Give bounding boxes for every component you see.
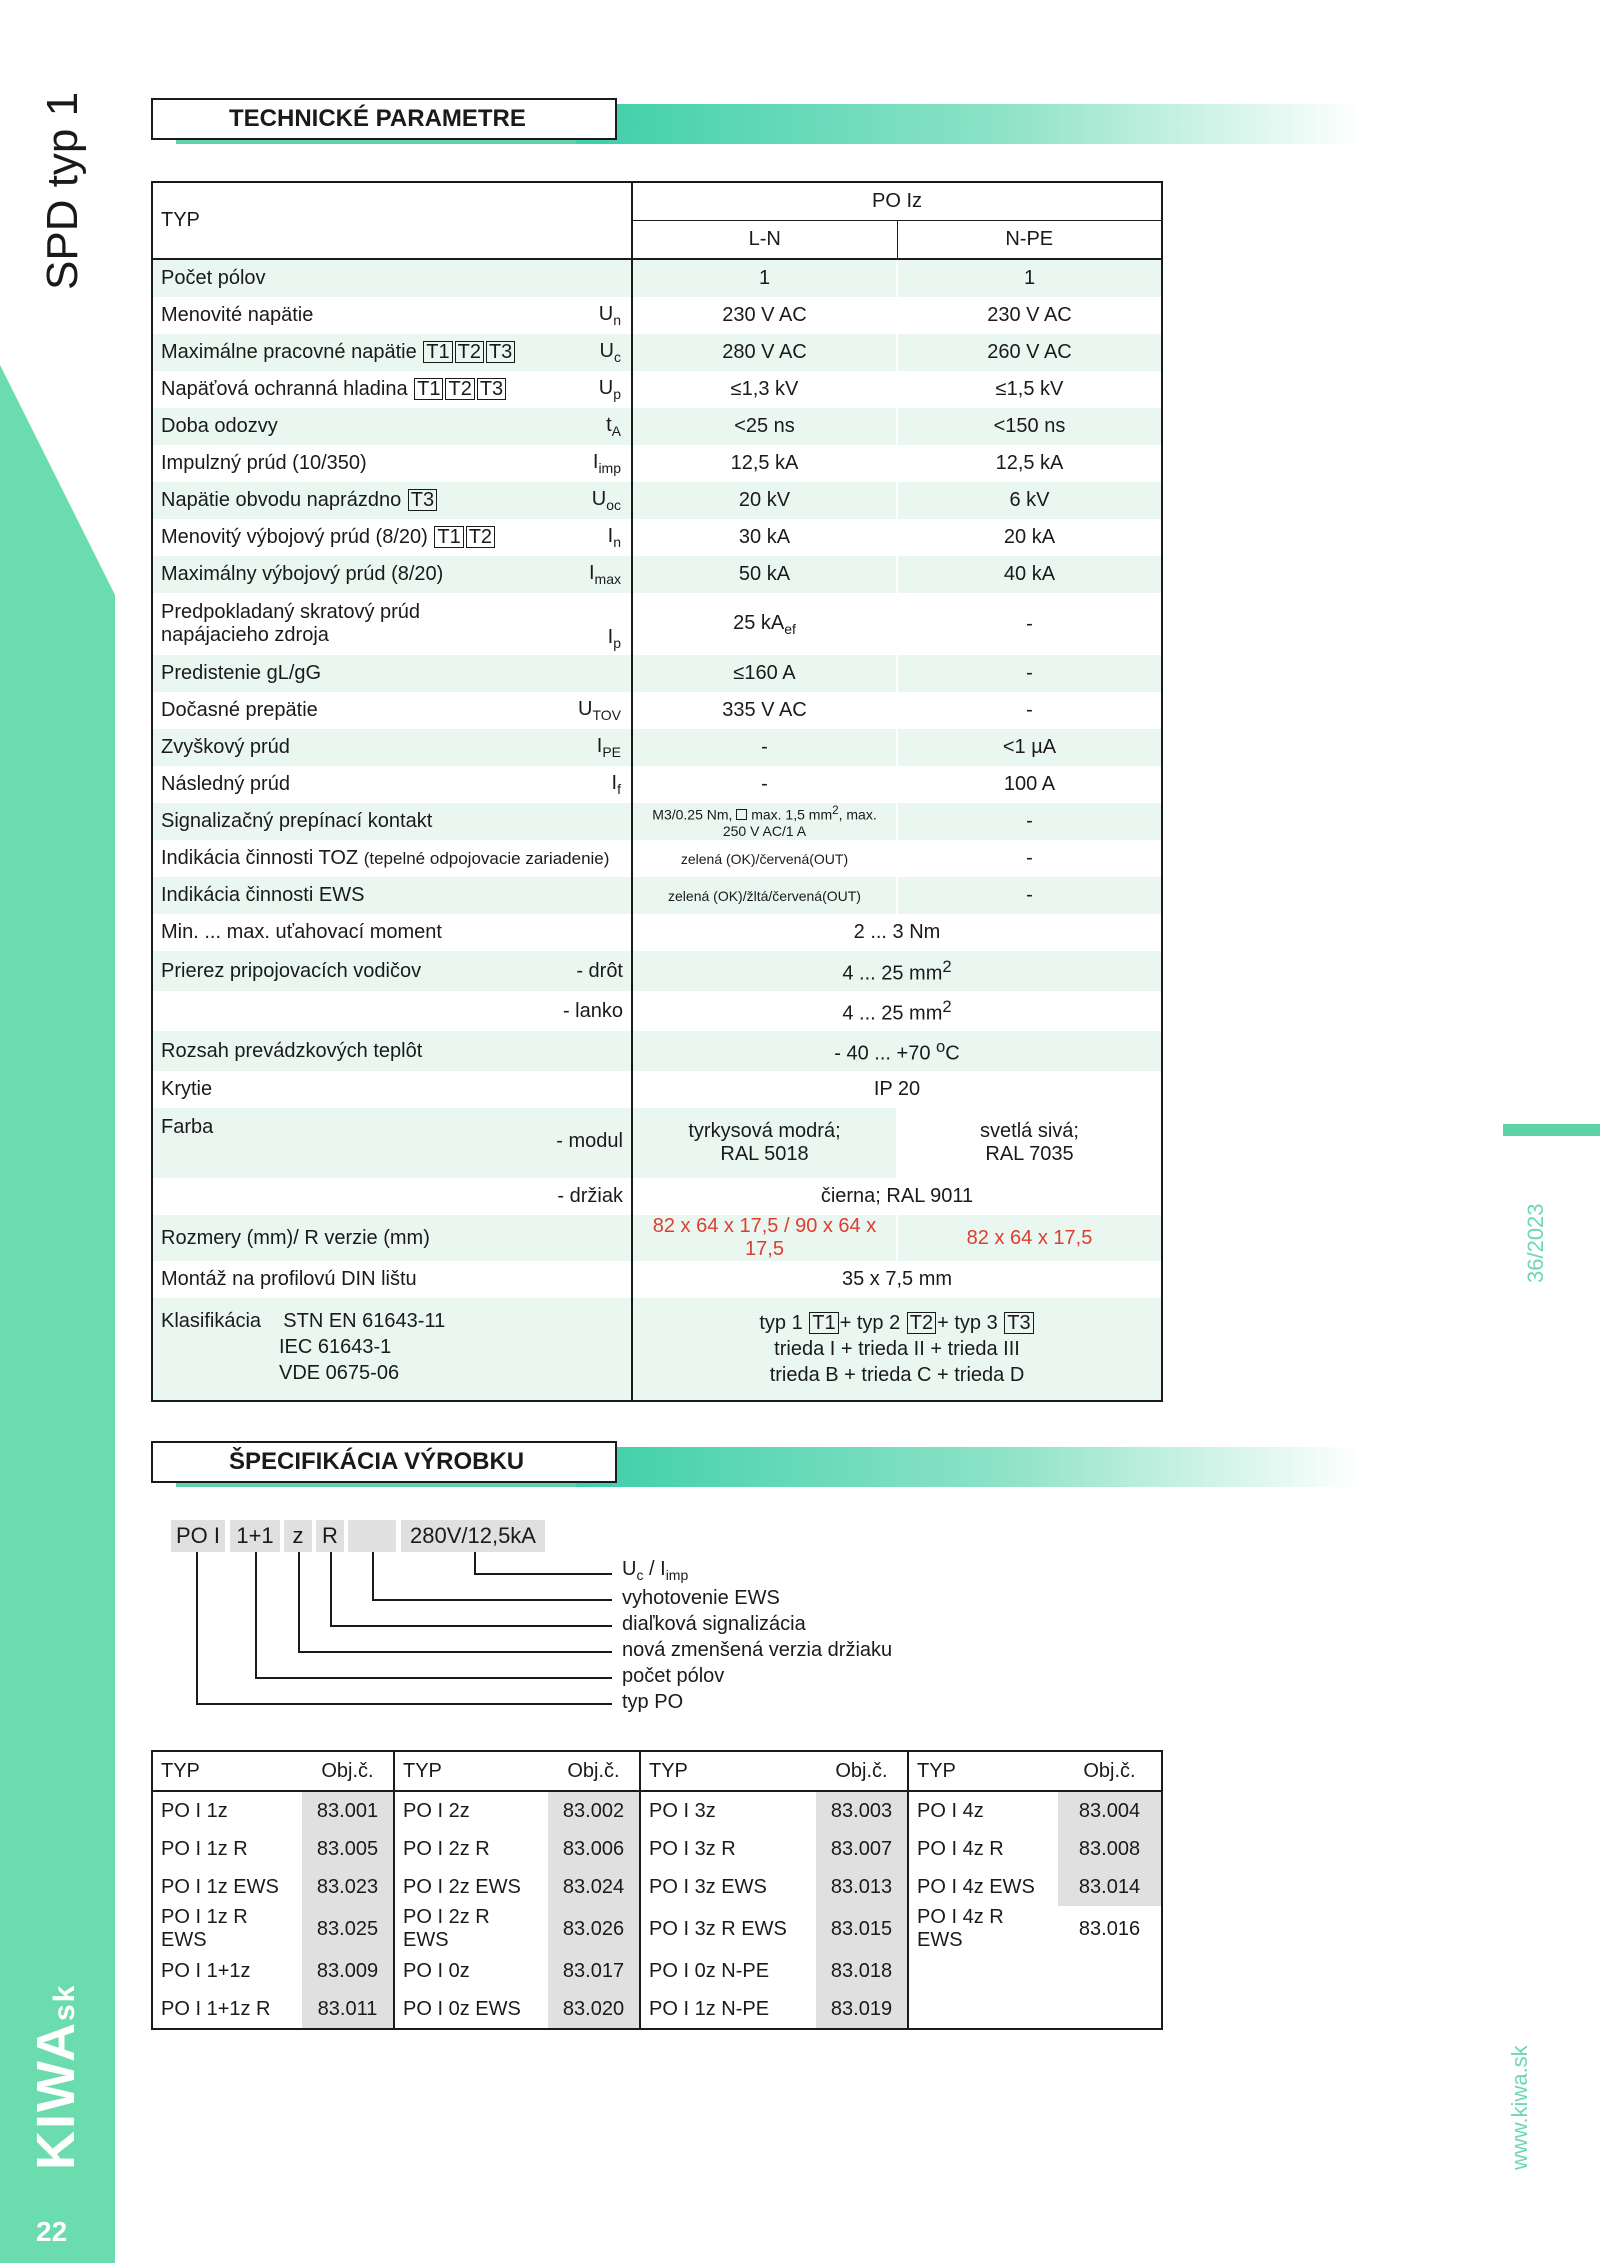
param-value-npe: 40 kA bbox=[897, 556, 1162, 593]
order-header-row bbox=[152, 1751, 1162, 1791]
connector-line bbox=[298, 1552, 300, 1652]
order-type: PO I 1+1z bbox=[161, 1959, 251, 1982]
param-label-cell bbox=[152, 297, 632, 334]
table-row bbox=[152, 297, 1162, 334]
header-npe: N-PE bbox=[897, 221, 1162, 260]
table-row bbox=[152, 334, 1162, 371]
param-value-npe: <150 ns bbox=[897, 408, 1162, 445]
param-label-cell bbox=[152, 655, 632, 692]
order-type: PO I 1z N-PE bbox=[640, 1990, 816, 2029]
connector-line bbox=[196, 1703, 612, 1705]
order-type: PO I 1z R bbox=[161, 1837, 248, 1860]
param-label-line2: napájacieho zdroja bbox=[161, 624, 329, 646]
table-row bbox=[152, 408, 1162, 445]
order-type: PO I 3z R EWS bbox=[640, 1906, 816, 1952]
param-symbol: $I_n$ bbox=[607, 525, 621, 550]
param-value-npe: 82 x 64 x 17,5 bbox=[897, 1215, 1162, 1261]
code-part-r: R bbox=[316, 1520, 344, 1552]
class-tag-badge: T1 bbox=[414, 378, 443, 400]
order-number: 83.004 bbox=[1058, 1791, 1162, 1830]
table-row bbox=[152, 1952, 1162, 1990]
code-part-ews bbox=[348, 1520, 396, 1552]
param-value-npe: 12,5 kA bbox=[897, 445, 1162, 482]
order-number: 83.013 bbox=[816, 1868, 908, 1906]
param-value-ln: <25 ns bbox=[632, 408, 897, 445]
class-tag-badge: T2 bbox=[466, 526, 495, 548]
param-symbol: $I_{imp}$ bbox=[592, 451, 621, 476]
table-row bbox=[152, 556, 1162, 593]
order-type: PO I 2z EWS bbox=[394, 1868, 548, 1906]
square-icon bbox=[736, 809, 747, 820]
table-row bbox=[152, 692, 1162, 729]
param-label: Doba odozvy bbox=[161, 415, 278, 437]
class-tag-badge: T2 bbox=[455, 341, 484, 363]
code-part-z: z bbox=[284, 1520, 312, 1552]
table-row-toz bbox=[152, 840, 1162, 877]
table-row bbox=[152, 729, 1162, 766]
order-type bbox=[908, 1990, 1058, 2029]
param-label: Počet pólov bbox=[161, 267, 266, 289]
connector-line bbox=[372, 1599, 612, 1601]
table-row bbox=[152, 482, 1162, 519]
header-obj: Obj.č. bbox=[816, 1751, 908, 1791]
class-tag-badge: T2 bbox=[445, 378, 474, 400]
param-value-npe: 6 kV bbox=[897, 482, 1162, 519]
order-type: PO I 1+1z R bbox=[161, 1997, 271, 2020]
param-label-cell bbox=[152, 371, 632, 408]
order-type: PO I 4z R EWS bbox=[908, 1906, 1058, 1952]
param-value-ln: ≤160 A bbox=[632, 655, 897, 692]
param-label: Rozmery (mm)/ R verzie (mm) bbox=[152, 1215, 632, 1261]
param-value: - 40 ... +70 $^o$C bbox=[632, 1031, 1162, 1071]
connector-line bbox=[474, 1552, 476, 1574]
table-header-row bbox=[152, 182, 1162, 221]
param-sublabel: - držiak bbox=[152, 1178, 632, 1215]
legend-remote-signal: diaľková signalizácia bbox=[622, 1613, 806, 1635]
param-label-cell: Prierez pripojovacích vodičov - drôt bbox=[152, 951, 632, 991]
order-number: 83.024 bbox=[548, 1868, 640, 1906]
logo-suffix: sk bbox=[48, 1983, 81, 2021]
param-symbol: $I_p$ bbox=[607, 625, 621, 651]
params-rows bbox=[152, 259, 1162, 593]
order-type: PO I 1z bbox=[161, 1799, 228, 1822]
param-label: Min. ... max. uťahovací moment bbox=[152, 914, 632, 951]
param-value: 4 ... 25 $mm^2$ bbox=[632, 951, 1162, 991]
section-gradient bbox=[571, 1447, 1361, 1487]
code-part-poles: 1+1 bbox=[230, 1520, 280, 1552]
param-label-cell bbox=[152, 445, 632, 482]
order-type: PO I 0z N-PE bbox=[640, 1952, 816, 1990]
param-value-ln: ≤1,3 kV bbox=[730, 378, 799, 400]
table-row-cross-strand bbox=[152, 991, 1162, 1031]
order-type: PO I 4z R bbox=[908, 1830, 1058, 1868]
table-row-dims bbox=[152, 1215, 1162, 1261]
legend-ews: vyhotovenie EWS bbox=[622, 1587, 780, 1609]
param-label-cell bbox=[152, 482, 632, 519]
param-label-cell bbox=[152, 766, 632, 803]
param-value: 35 x 7,5 mm bbox=[841, 1268, 953, 1290]
header-product: PO Iz bbox=[632, 182, 1162, 221]
order-number: 83.019 bbox=[816, 1990, 908, 2029]
param-label: Maximálne pracovné napätie bbox=[161, 341, 417, 363]
param-symbol: $I_f$ bbox=[611, 772, 621, 797]
connector-line bbox=[255, 1552, 257, 1678]
order-number: 83.002 bbox=[548, 1791, 640, 1830]
param-value-npe: svetlá sivá; RAL 7035 bbox=[897, 1108, 1162, 1178]
issue-date: 36/2023 bbox=[1523, 1203, 1548, 1283]
param-value-ln: 82 x 64 x 17,5 / 90 x 64 x 17,5 bbox=[632, 1215, 897, 1261]
param-sublabel: - lanko bbox=[152, 991, 632, 1031]
param-label: Menovitý výbojový prúd (8/20) bbox=[161, 526, 428, 548]
logo-text: KIWA bbox=[26, 2021, 86, 2170]
param-label: Krytie bbox=[152, 1071, 632, 1108]
param-value-npe: - bbox=[897, 877, 1162, 914]
param-value: IP 20 bbox=[873, 1078, 921, 1100]
param-symbol: $U_c$ bbox=[599, 340, 621, 365]
param-label: Predistenie gL/gG bbox=[161, 662, 322, 684]
param-value-ln: - bbox=[761, 773, 768, 795]
param-label-cell bbox=[152, 556, 632, 593]
order-type: PO I 0z EWS bbox=[394, 1990, 548, 2029]
order-number: 83.025 bbox=[302, 1906, 394, 1952]
section-title: TECHNICKÉ PARAMETRE bbox=[151, 98, 617, 140]
param-value-npe: 20 kA bbox=[897, 519, 1162, 556]
param-label-cell bbox=[152, 519, 632, 556]
code-part-type: PO I bbox=[171, 1520, 225, 1552]
param-label: Indikácia činnosti EWS bbox=[152, 877, 632, 914]
table-row bbox=[152, 1791, 1162, 1830]
param-label-cell bbox=[152, 692, 632, 729]
param-label: Montáž na profilovú DIN lištu bbox=[152, 1261, 632, 1298]
param-label: Maximálny výbojový prúd (8/20) bbox=[161, 563, 444, 585]
table-row-din bbox=[152, 1261, 1162, 1298]
table-row bbox=[152, 655, 1162, 692]
table-row bbox=[152, 1990, 1162, 2029]
table-row bbox=[152, 371, 1162, 408]
param-label-cell: Klasifikácia STN EN 61643-11 IEC 61643-1 VDE 0675-06 bbox=[152, 1298, 632, 1401]
param-label: Impulzný prúd (10/350) bbox=[161, 452, 367, 474]
param-value-ln: M3/0.25 Nm, max. 1,5 $mm^2$, max. 250 V AC/1 A bbox=[632, 803, 897, 840]
param-label: Signalizačný prepínací kontakt bbox=[152, 803, 632, 840]
param-label-cell bbox=[152, 729, 632, 766]
order-number: 83.016 bbox=[1078, 1917, 1141, 1940]
param-value: 2 ... 3 Nm bbox=[853, 921, 941, 943]
order-type: PO I 4z EWS bbox=[908, 1868, 1058, 1906]
header-typ: TYP bbox=[152, 1751, 302, 1791]
param-symbol: $U_{oc}$ bbox=[591, 488, 621, 513]
param-symbol: $I_{PE}$ bbox=[596, 735, 621, 760]
section-gradient bbox=[571, 104, 1361, 144]
section-header-technical bbox=[151, 98, 1361, 144]
table-row bbox=[152, 519, 1162, 556]
param-label: Napätie obvodu naprázdno bbox=[161, 489, 402, 511]
website-link[interactable]: www.kiwa.sk bbox=[1507, 2045, 1532, 2170]
table-row bbox=[152, 259, 1162, 297]
param-value: čierna; RAL 9011 bbox=[632, 1178, 1162, 1215]
param-value-ln: 12,5 kA bbox=[730, 452, 799, 474]
header-typ: TYP bbox=[152, 182, 632, 259]
class-tag-badge: T1 bbox=[423, 341, 452, 363]
order-number: 83.006 bbox=[548, 1830, 640, 1868]
header-obj: Obj.č. bbox=[548, 1751, 640, 1791]
header-obj: Obj.č. bbox=[1058, 1751, 1162, 1791]
param-value: typ 1 T1 + typ 2 T2 + typ 3 T3 trieda I + trieda II + trieda III trieda B + trieda C + trieda D bbox=[632, 1298, 1162, 1401]
param-value-npe: <1 µA bbox=[897, 729, 1162, 766]
order-number: 83.003 bbox=[816, 1791, 908, 1830]
order-number: 83.008 bbox=[1058, 1830, 1162, 1868]
param-value-npe: - bbox=[897, 593, 1162, 655]
param-value-ln: 20 kV bbox=[632, 482, 897, 519]
table-row-signal bbox=[152, 803, 1162, 840]
param-value-ln: - bbox=[632, 729, 897, 766]
param-value-ln: zelená (OK)/žltá/červená(OUT) bbox=[632, 877, 897, 914]
connector-line bbox=[330, 1552, 332, 1626]
param-symbol: $I_{max}$ bbox=[588, 562, 621, 587]
param-value-ln: 1 bbox=[632, 259, 897, 297]
technical-parameters-table bbox=[151, 181, 1163, 1402]
param-value-ln: 50 kA bbox=[632, 556, 897, 593]
param-value-ln: 230 V AC bbox=[722, 304, 807, 326]
param-label-cell bbox=[152, 593, 632, 655]
header-typ: TYP bbox=[908, 1751, 1058, 1791]
order-number: 83.009 bbox=[302, 1952, 394, 1990]
order-number: 83.017 bbox=[548, 1952, 640, 1990]
order-type: PO I 2z R bbox=[394, 1830, 548, 1868]
order-number: 83.026 bbox=[548, 1906, 640, 1952]
order-type: PO I 1z EWS bbox=[161, 1875, 279, 1898]
param-value-npe: - bbox=[897, 840, 1162, 877]
order-type: PO I 3z EWS bbox=[640, 1868, 816, 1906]
table-row-klas bbox=[152, 1298, 1162, 1401]
order-table bbox=[151, 1750, 1163, 2030]
table-row-color-holder bbox=[152, 1178, 1162, 1215]
table-row bbox=[152, 766, 1162, 803]
class-tag-badge: T3 bbox=[408, 489, 437, 511]
param-value-npe: 100 A bbox=[897, 766, 1162, 803]
table-row-cross-wire bbox=[152, 951, 1162, 991]
order-number: 83.011 bbox=[302, 1990, 394, 2029]
section-header-spec bbox=[151, 1441, 1361, 1487]
class-tag-badge: T3 bbox=[477, 378, 506, 400]
param-symbol: $U_p$ bbox=[598, 377, 621, 402]
param-label: Zvyškový prúd bbox=[161, 736, 290, 758]
param-label: Dočasné prepätie bbox=[161, 699, 318, 721]
order-type: PO I 2z bbox=[394, 1791, 548, 1830]
header-typ: TYP bbox=[640, 1751, 816, 1791]
param-value: 4 ... 25 $mm^2$ bbox=[842, 996, 952, 1025]
param-value-ln: zelená (OK)/červená(OUT) bbox=[680, 850, 849, 867]
table-row-torque bbox=[152, 914, 1162, 951]
order-number: 83.007 bbox=[816, 1830, 908, 1868]
param-label-cell: Farba - modul bbox=[152, 1108, 632, 1178]
param-symbol: $U_{TOV}$ bbox=[578, 698, 621, 723]
order-number: 83.001 bbox=[302, 1791, 394, 1830]
order-number: 83.005 bbox=[302, 1830, 394, 1868]
param-value-ln: 25 $kA_{ef}$ bbox=[733, 611, 796, 637]
param-label: Rozsah prevádzkových teplôt bbox=[152, 1031, 632, 1071]
param-label: Napäťová ochranná hladina bbox=[161, 378, 408, 400]
legend-type: typ PO bbox=[622, 1691, 684, 1713]
legend-poles: počet pólov bbox=[622, 1665, 725, 1687]
table-row bbox=[152, 1830, 1162, 1868]
param-value-npe: ≤1,5 kV bbox=[897, 371, 1162, 408]
param-value-npe: 230 V AC bbox=[897, 297, 1162, 334]
param-value-npe: - bbox=[897, 655, 1162, 692]
order-number: 83.020 bbox=[548, 1990, 640, 2029]
param-value-npe: - bbox=[897, 692, 1162, 729]
table-row-prosp bbox=[152, 593, 1162, 655]
param-value-npe: 1 bbox=[897, 259, 1162, 297]
table-row bbox=[152, 1906, 1162, 1952]
order-number bbox=[1058, 1990, 1162, 2029]
table-row-temp bbox=[152, 1031, 1162, 1071]
connector-line bbox=[196, 1552, 198, 1704]
order-type: PO I 1z R EWS bbox=[161, 1906, 248, 1951]
order-number bbox=[1058, 1952, 1162, 1990]
order-type: PO I 2z R EWS bbox=[394, 1906, 548, 1952]
sidebar-green-band bbox=[0, 0, 115, 2263]
class-tag-badge: T1 bbox=[434, 526, 463, 548]
page-number: 22 bbox=[36, 2216, 68, 2247]
order-type: PO I 0z bbox=[394, 1952, 548, 1990]
order-type: PO I 4z bbox=[908, 1791, 1058, 1830]
param-label: Následný prúd bbox=[161, 773, 290, 795]
param-value-ln: tyrkysová modrá; RAL 5018 bbox=[632, 1108, 897, 1178]
param-symbol: $U_n$ bbox=[598, 303, 621, 328]
order-number: 83.023 bbox=[302, 1868, 394, 1906]
table-row-color-module bbox=[152, 1108, 1162, 1178]
connector-line bbox=[298, 1651, 612, 1653]
param-label-cell: Indikácia činnosti TOZ (tepelné odpojovacie zariadenie) bbox=[152, 840, 632, 877]
section-title: ŠPECIFIKÁCIA VÝROBKU bbox=[151, 1441, 617, 1483]
table-row-ip bbox=[152, 1071, 1162, 1108]
param-value-npe: - bbox=[897, 803, 1162, 840]
param-value-ln: 30 kA bbox=[738, 526, 791, 548]
param-symbol: $t_A$ bbox=[606, 414, 621, 439]
param-label-cell bbox=[152, 334, 632, 371]
code-part-rating: 280V/12,5kA bbox=[401, 1520, 545, 1552]
order-number: 83.014 bbox=[1058, 1868, 1162, 1906]
param-label-cell bbox=[152, 259, 632, 297]
table-row bbox=[152, 445, 1162, 482]
legend-rating: $U_c / I_{imp}$ bbox=[622, 1558, 689, 1583]
connector-line bbox=[330, 1625, 612, 1627]
param-label-cell bbox=[152, 408, 632, 445]
connector-line bbox=[255, 1677, 612, 1679]
table-row-ews bbox=[152, 877, 1162, 914]
connector-line bbox=[474, 1573, 612, 1575]
header-ln: L-N bbox=[632, 221, 897, 260]
param-label: Predpokladaný skratový prúd bbox=[161, 601, 421, 623]
kiwa-logo bbox=[25, 1984, 87, 2170]
legend-new-holder: nová zmenšená verzia držiaku bbox=[622, 1639, 893, 1661]
header-obj: Obj.č. bbox=[302, 1751, 394, 1791]
table-row bbox=[152, 1868, 1162, 1906]
param-value-ln: 280 V AC bbox=[632, 334, 897, 371]
connector-line bbox=[372, 1552, 374, 1600]
order-number: 83.015 bbox=[816, 1906, 908, 1952]
right-accent-bar bbox=[1503, 1124, 1600, 1136]
order-number: 83.018 bbox=[816, 1952, 908, 1990]
header-typ: TYP bbox=[394, 1751, 548, 1791]
order-type: PO I 3z bbox=[640, 1791, 816, 1830]
param-value-ln: 335 V AC bbox=[722, 699, 807, 721]
param-value-npe: 260 V AC bbox=[897, 334, 1162, 371]
order-type: PO I 3z R bbox=[640, 1830, 816, 1868]
params-rows-2 bbox=[152, 655, 1162, 803]
param-label: Menovité napätie bbox=[161, 304, 314, 326]
order-type bbox=[908, 1952, 1058, 1990]
class-tag-badge: T3 bbox=[486, 341, 515, 363]
sidebar-title: SPD typ 1 bbox=[38, 91, 87, 290]
